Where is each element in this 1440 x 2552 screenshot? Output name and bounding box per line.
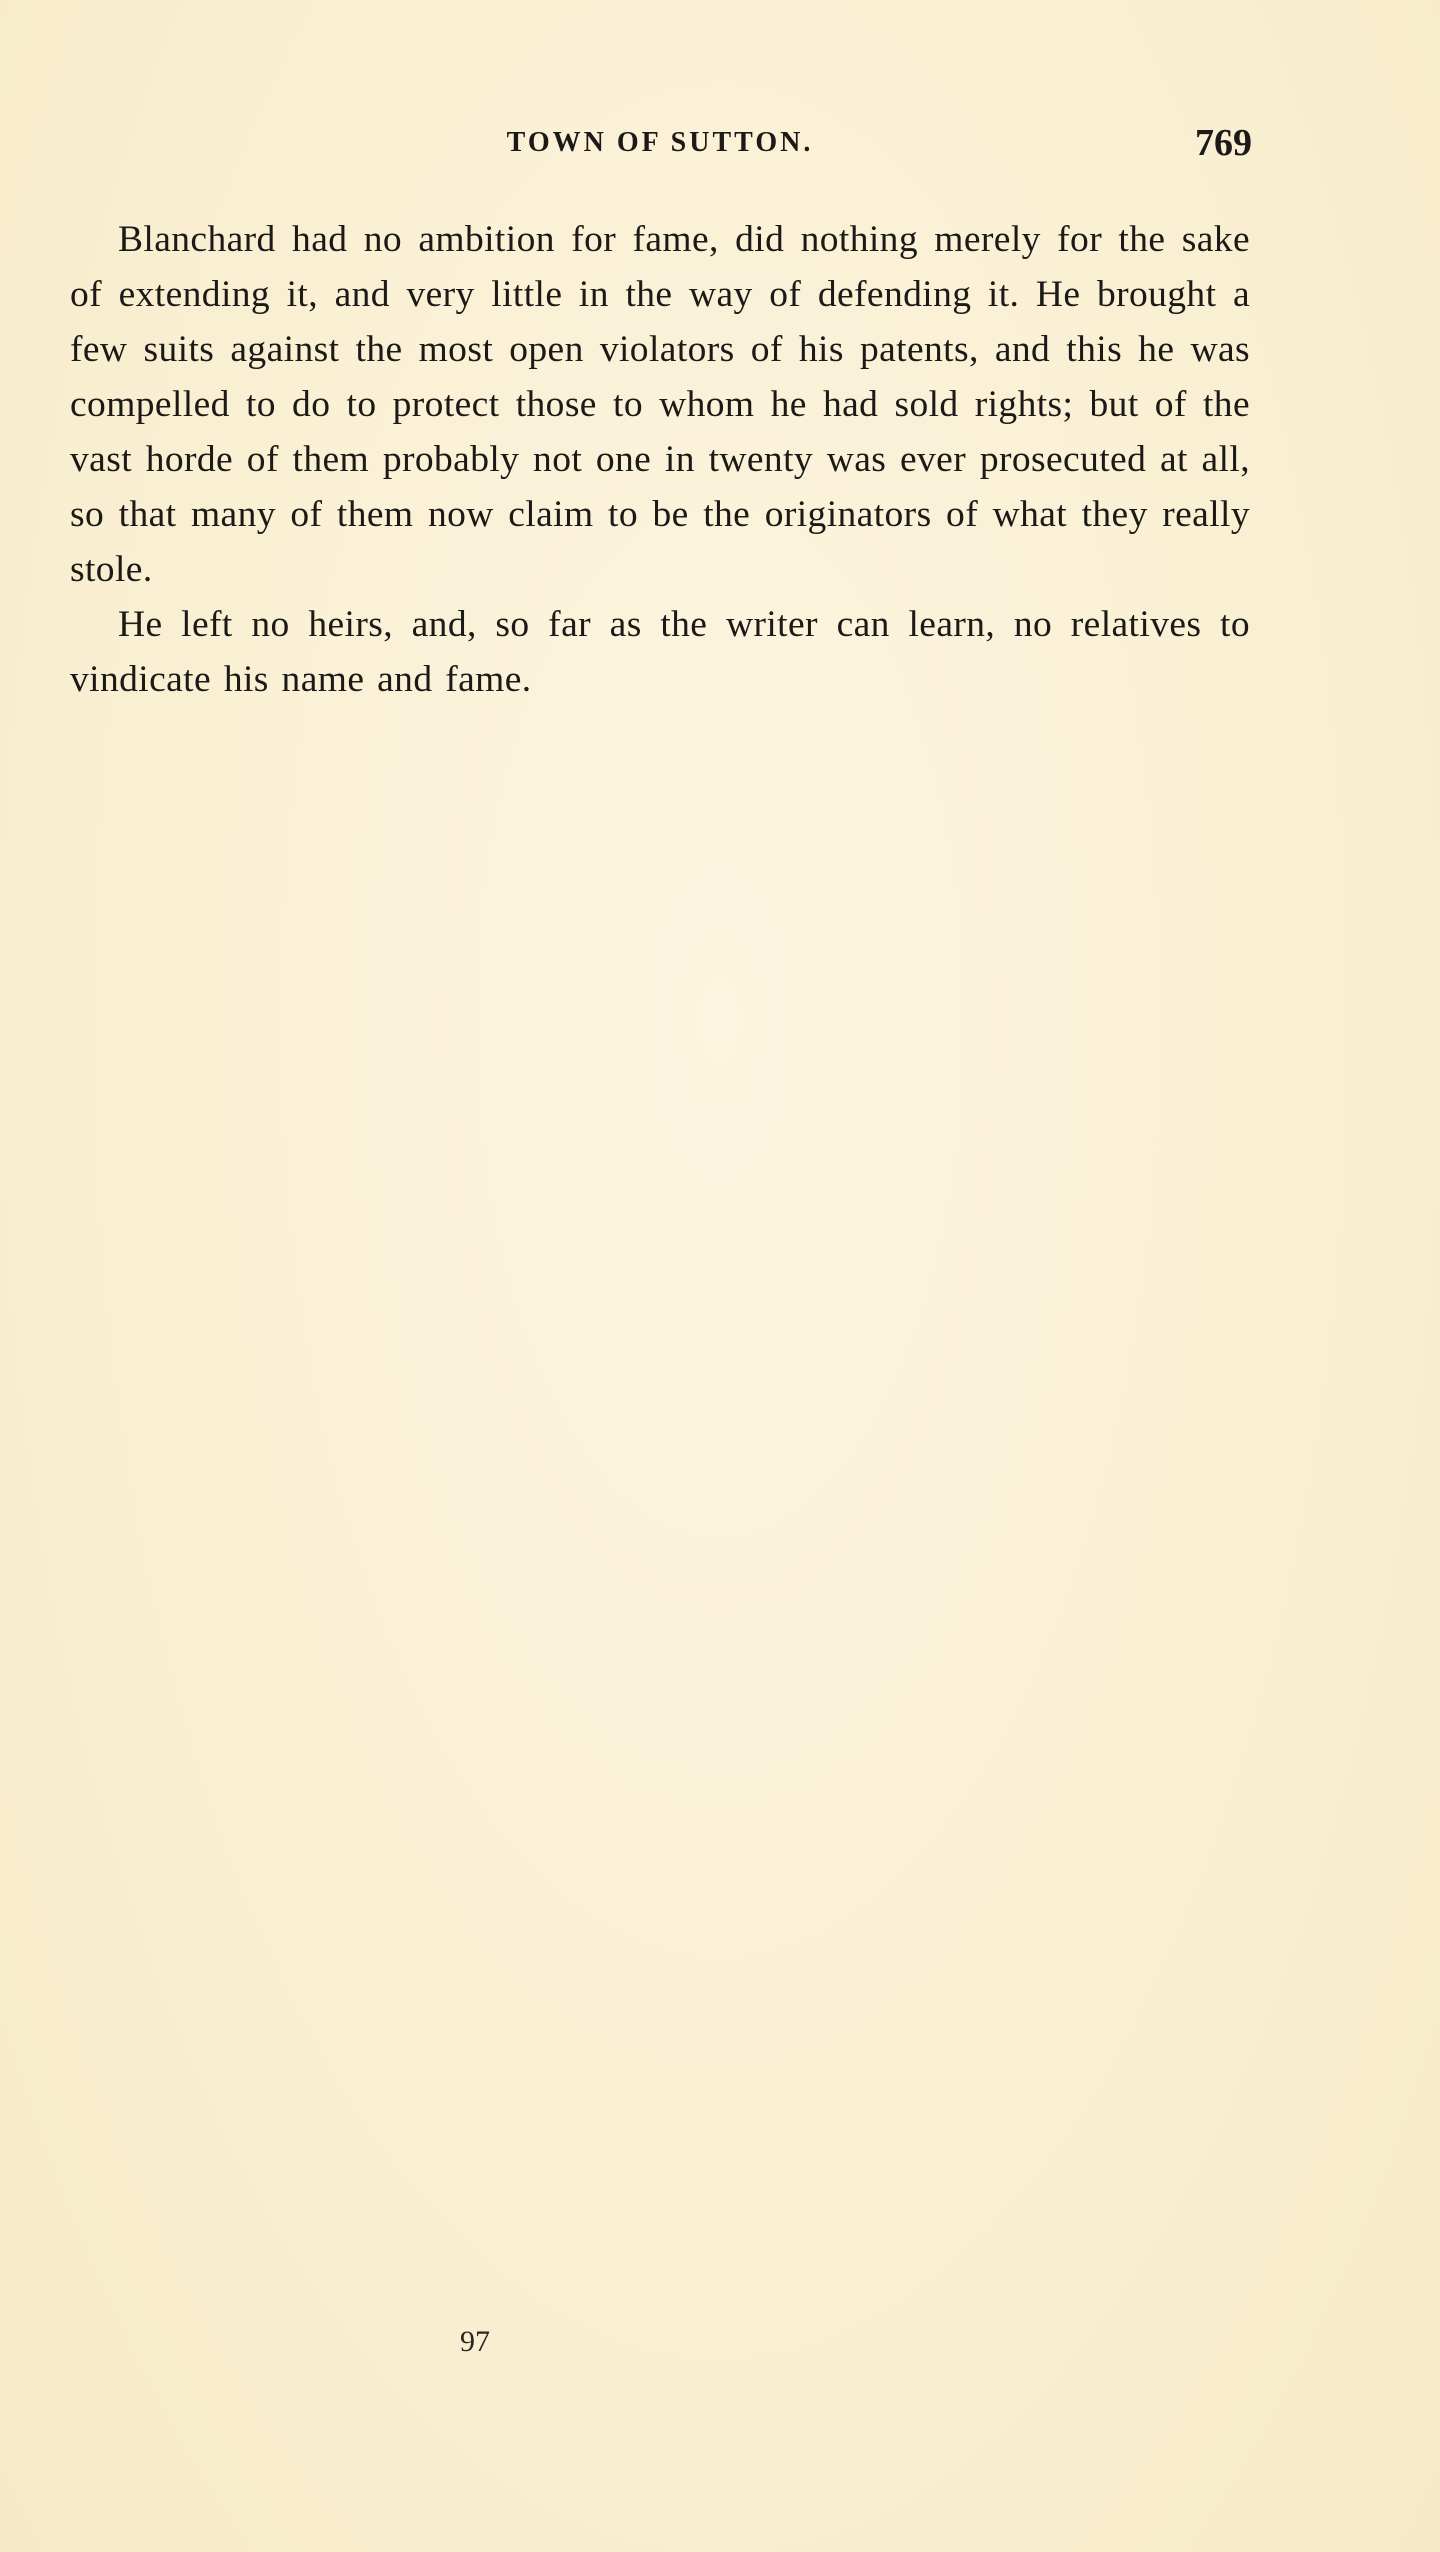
paragraph: He left no heirs, and, so far as the writer can learn, no relatives to vindicate his name and fame. (70, 604, 1250, 700)
paragraph: Blanchard had no ambition for fame, did nothing merely for the sake of extending it, and very little in the way of defending it. He brought a few suits against the most open violators of his patents, and this he was compelled to do to protect those to whom he had sold rights; but of the vast horde of them probably not one in twenty was ever prosecuted at all, so that many of them now claim to be the originators of what they really stole. (70, 219, 1250, 590)
page-number: 769 (1195, 122, 1252, 164)
running-head (70, 118, 1250, 168)
running-title: TOWN OF SUTTON. (506, 127, 814, 158)
signature-mark: 97 (460, 2325, 490, 2358)
body-text (70, 212, 1250, 707)
